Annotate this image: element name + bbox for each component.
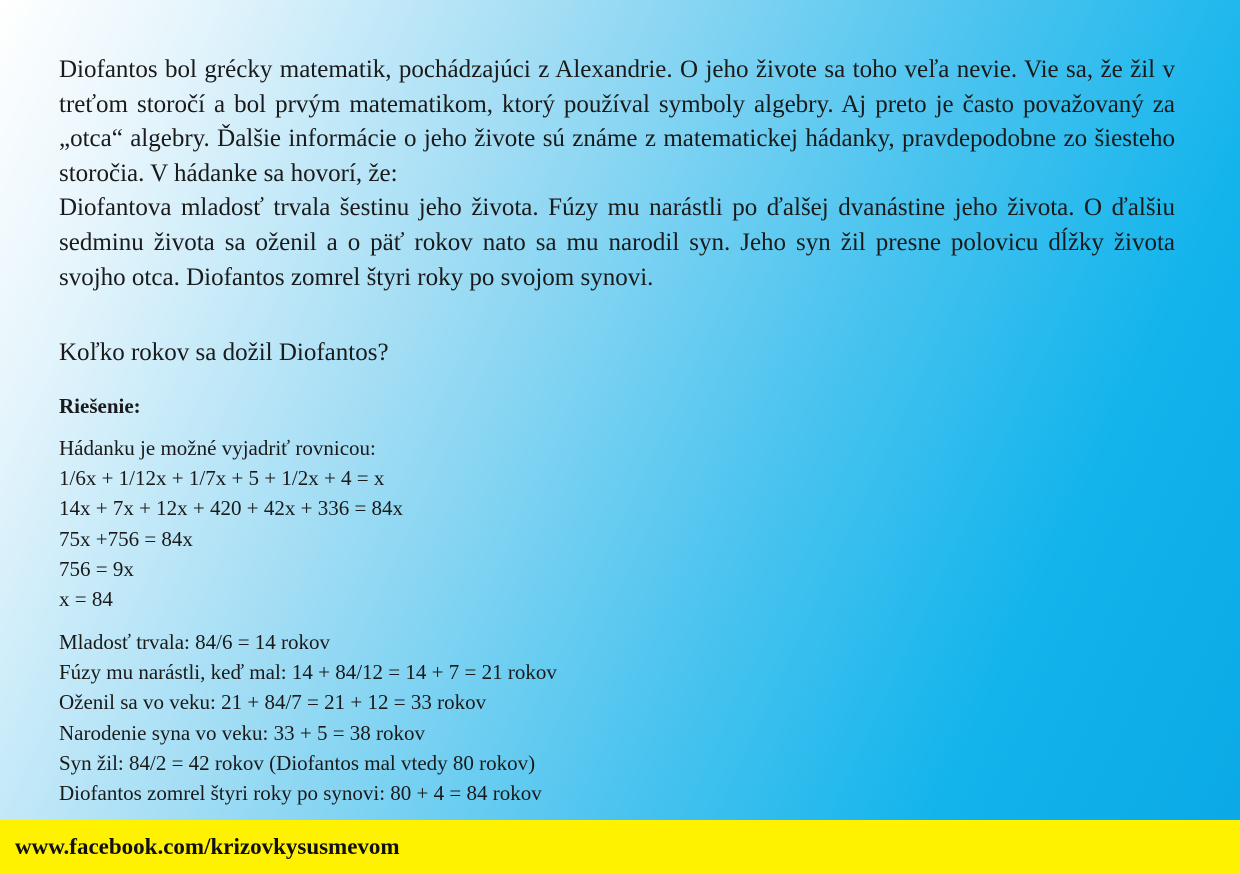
equation-line: 756 = 9x — [59, 556, 134, 581]
riddle-paragraph: Diofantova mladosť trvala šestinu jeho života. Fúzy mu narástli po ďalšej dvanástine jeho života. O ďalšiu sedminu života sa oženil a o päť rokov nato sa mu narodil syn. Jeho syn žil presne polovicu dĺžky života svojho otca. Diofantos zomrel štyri roky po svojom synovi. — [59, 194, 1175, 291]
calculation-line: Diofantos zomrel štyri roky po synovi: 80 + 4 = 84 rokov — [59, 781, 542, 806]
calculation-line: Mladosť trvala: 84/6 = 14 rokov — [59, 630, 331, 654]
calculation-line: Narodenie syna vo veku: 33 + 5 = 38 rokov — [59, 720, 426, 745]
calculation-line: Syn žil: 84/2 = 42 rokov (Diofantos mal vtedy 80 rokov) — [59, 750, 536, 775]
calculation-list — [59, 627, 557, 808]
facebook-link[interactable]: www.facebook.com/krizovkysusmevom — [15, 834, 400, 859]
footer-bar — [0, 820, 1240, 874]
equation-line: 1/6x + 1/12x + 1/7x + 5 + 1/2x + 4 = x — [59, 466, 385, 491]
equation-line: 75x +756 = 84x — [59, 526, 193, 551]
calculation-line: Oženil sa vo veku: 21 + 84/7 = 21 + 12 = 33 rokov — [59, 690, 487, 715]
intro-text — [59, 53, 1175, 295]
equation-line: Hádanku je možné vyjadriť rovnicou: — [59, 436, 376, 460]
equation-line: 14x + 7x + 12x + 420 + 42x + 336 = 84x — [59, 496, 404, 521]
equation-list — [59, 433, 403, 614]
equation-line: x = 84 — [59, 587, 113, 612]
calculation-line: Fúzy mu narástli, keď mal: 14 + 84/12 = 14 + 7 = 21 rokov — [59, 660, 557, 685]
question: Koľko rokov sa dožil Diofantos? — [59, 339, 389, 366]
intro-paragraph: Diofantos bol grécky matematik, pochádzajúci z Alexandrie. O jeho živote sa toho veľa nevie. Vie sa, že žil v treťom storočí a bol prvým matematikom, ktorý používal symboly algebry. Aj preto je často považovaný za „otca“ algebry. Ďalšie informácie o jeho živote sú známe z matematickej hádanky, pravdepodobne zo šiesteho storočia. V hádanke sa hovorí, že: — [59, 56, 1175, 187]
solution-heading: Riešenie: — [59, 394, 141, 418]
